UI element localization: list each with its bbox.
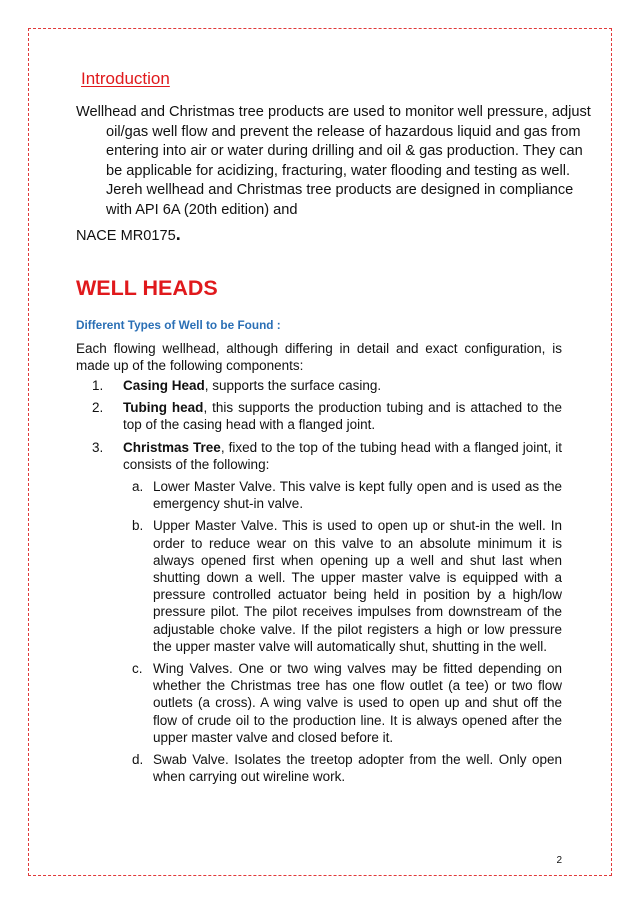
intro-period: . [175,223,181,244]
sub-item-text: Upper Master Valve. This is used to open up or shut-in the well. In order to reduce wear on this valve to an absolute minimum it is always opened first when opening up a well and shut last when shutting down a well. The upper master valve is equipped with a pressure controlled actuator being held in position by a high/low pressure pilot. The pilot receives impulses from downstream of the adjustable choke valve. If the pilot registers a high or low pressure the upper master valve will automatically shut, shutting in the well. [153,518,562,654]
components-intro: Each flowing wellhead, although differing in detail and exact configuration, is made up of the following components: [76,341,562,374]
sub-item-letter: a. [132,479,144,495]
intro-heading: Introduction [81,69,170,88]
wellheads-heading: WELL HEADS [76,276,218,300]
intro-last-line [76,223,598,247]
sub-item-text: Swab Valve. Isolates the treetop adopter from the well. Only open when carrying out wireline work. [153,752,562,785]
item-number: 2. [92,400,104,416]
intro-paragraph [76,103,598,246]
components-list [76,377,562,790]
intro-paragraph-text: Wellhead and Christmas tree products are used to monitor well pressure, adjust oil/gas well flow and prevent the release of hazardous liquid and gas from entering into air or water during drilling and oil & gas production. They can be applicable for acidizing, fracturing, water flooding and testing as well. Jereh wellhead and Christmas tree products are designed in compliance with API 6A (20th edition) and [76,104,591,218]
nace-standard: NACE MR0175 [76,227,176,244]
sub-list-item [76,517,562,655]
sub-list-item [76,751,562,785]
sub-item-text: Wing Valves. One or two wing valves may be fitted depending on whether the Christmas tree has one flow outlet (a tee) or two flow outlets (a cross). A wing valve is used to open up and shut off the flow of crude oil to the production line. It is always opened after the upper master valve and closed before it. [153,661,562,745]
sub-item-letter: d. [132,752,144,768]
item-number: 3. [92,439,104,455]
sub-item-letter: c. [132,661,143,677]
item-text: , fixed to the top of the tubing head with a flanged joint, it consists of the following: [123,439,562,472]
sub-list-item [76,660,562,746]
page-number: 2 [556,855,562,866]
sub-item-text: Lower Master Valve. This valve is kept fully open and is used as the emergency shut-in valve. [153,479,562,512]
sub-list-item [76,478,562,512]
item-term: Casing Head [123,378,205,393]
sub-item-letter: b. [132,518,144,534]
types-subheading: Different Types of Well to be Found : [76,318,281,332]
item-text: , supports the surface casing. [204,378,382,393]
item-text: , this supports the production tubing and is attached to the top of the casing head with a flanged joint. [123,400,562,433]
list-item [76,439,562,473]
list-item [76,399,562,433]
item-term: Tubing head [123,400,204,416]
list-item [76,377,562,394]
item-number: 1. [92,378,104,393]
item-term: Christmas Tree [123,439,221,455]
